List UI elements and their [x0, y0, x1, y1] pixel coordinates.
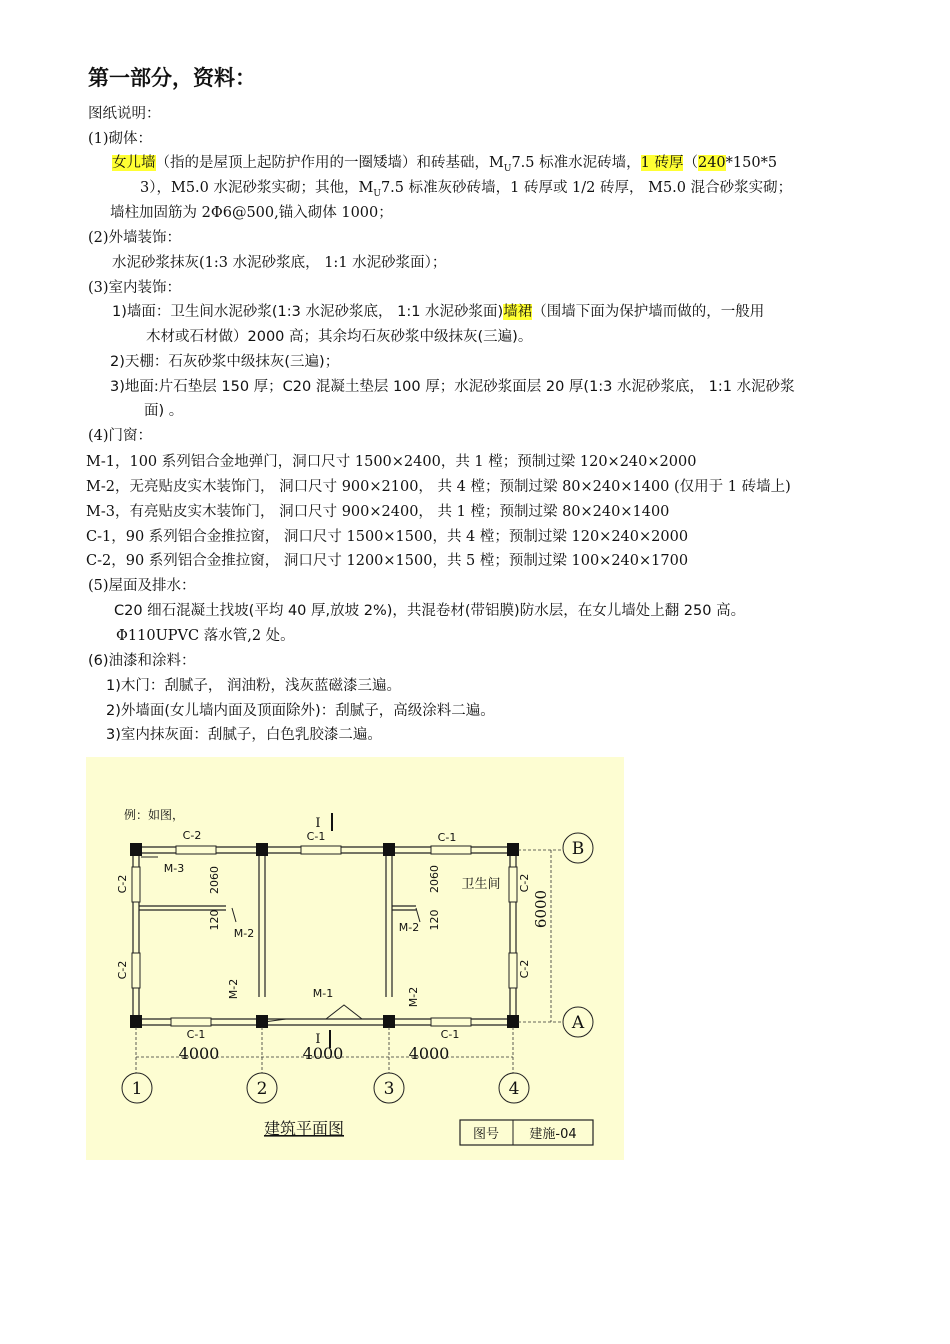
- dim-4000: 4000: [178, 1044, 220, 1063]
- door-window-item: C-1，90 系列铝合金推拉窗， 洞口尺寸 1500×1500，共 4 樘；预制过梁 120×240×2000: [86, 529, 689, 545]
- label-m3: M-3: [163, 862, 185, 875]
- highlight-240: 240: [697, 155, 726, 171]
- section-1-heading: (1)砌体：: [88, 131, 153, 147]
- label-c2: C-2: [116, 874, 129, 894]
- title-block-label: 图号: [472, 1127, 500, 1142]
- section-6-line-2: 2)外墙面(女儿墙内面及顶面除外)：刮腻子，高级涂料二遍。: [106, 703, 495, 719]
- floor-plan-figure: [86, 757, 624, 1160]
- highlight-thickness: 1 砖厚: [640, 155, 684, 171]
- axis-label-1: 1: [131, 1079, 143, 1099]
- door-window-item: C-2，90 系列铝合金推拉窗， 洞口尺寸 1200×1500，共 5 樘；预制过梁 100×240×1700: [86, 553, 689, 569]
- title-block: [460, 1120, 593, 1145]
- label-c2: C-2: [116, 960, 129, 980]
- section-5-line-1: C20 细石混凝土找坡(平均 40 厚,放坡 2%)，共混卷材(带铝膜)防水层，在女儿墙处上翻 250 高。: [114, 603, 746, 619]
- label-c1: C-1: [437, 831, 457, 844]
- section-5-line-2: Φ110UPVC 落水管,2 处。: [116, 628, 295, 644]
- section-1-line-2: 3），M5.0 水泥砂浆实砌；其他，$M_U7.5$ 标准灰砂砖墙，1 砖厚或 1/2 砖厚， M5.0 混合砂浆实砌；: [140, 180, 793, 199]
- door-window-item: M-3，有亮贴皮实木装饰门， 洞口尺寸 900×2400， 共 1 樘；预制过梁 80×240×1400: [86, 504, 670, 520]
- highlight-dado: 墙裙: [503, 304, 533, 320]
- axis-label-2: 2: [256, 1079, 268, 1099]
- figure-caption: 建筑平面图: [263, 1119, 345, 1138]
- dim-6000: 6000: [532, 889, 550, 929]
- section-mark: I: [315, 1032, 321, 1047]
- section-3-heading: (3)室内装饰：: [88, 280, 182, 296]
- section-1-line-1: 女儿墙（指的是屋顶上起防护作用的一圈矮墙）和砖基础，$M_U7.5$ 标准水泥砖墙，1 砖厚（240*150*5: [112, 155, 778, 174]
- section-6-line-3: 3)室内抹灰面：刮腻子，白色乳胶漆二遍。: [106, 727, 382, 743]
- dim-4000: 4000: [302, 1044, 344, 1063]
- page-title: 第一部分，资料：: [88, 66, 256, 90]
- label-c1: C-1: [306, 830, 326, 843]
- dim-2060: 2060: [208, 866, 221, 894]
- section-3-line-2: 木材或石材做）2000 高；其余均石灰砂浆中级抹灰(三遍)。: [146, 329, 533, 345]
- label-m2: M-2: [407, 986, 420, 1008]
- label-c2: C-2: [182, 829, 202, 842]
- section-3-line-4: 3)地面:片石垫层 150 厚；C20 混凝土垫层 100 厚；水泥砂浆面层 20 厚(1:3 水泥砂浆底， 1:1 水泥砂浆: [110, 379, 795, 395]
- label-c2: C-2: [518, 959, 531, 979]
- section-1-line-3: 墙柱加固筋为 2Φ6@500,锚入砌体 1000；: [110, 205, 393, 221]
- columns: [130, 843, 519, 1028]
- section-5-heading: (5)屋面及排水：: [88, 578, 196, 594]
- highlight-parapet: 女儿墙: [112, 155, 156, 171]
- axis-label-b: B: [571, 839, 585, 859]
- axis-label-4: 4: [508, 1079, 520, 1099]
- label-m2: M-2: [398, 921, 420, 934]
- door-window-item: M-1，100 系列铝合金地弹门，洞口尺寸 1500×2400，共 1 樘；预制过梁 120×240×2000: [86, 454, 697, 470]
- title-block-value: 建施-04: [529, 1127, 577, 1142]
- label-m2: M-2: [233, 927, 255, 940]
- dim-2060: 2060: [428, 865, 441, 893]
- label-m1: M-1: [312, 987, 334, 1000]
- section-3-line-1: 1)墙面：卫生间水泥砂浆(1:3 水泥砂浆底， 1:1 水泥砂浆面)墙裙（围墙下面为保护墙而做的，一般用: [112, 304, 765, 320]
- dim-120: 120: [428, 909, 441, 931]
- label-m2: M-2: [227, 978, 240, 1000]
- axis-label-3: 3: [383, 1079, 395, 1099]
- door-window-item: M-2，无亮贴皮实木装饰门， 洞口尺寸 900×2100， 共 4 樘；预制过梁 80×240×1400 (仅用于 1 砖墙上): [86, 479, 791, 495]
- intro-text: 图纸说明：: [88, 106, 161, 122]
- section-2-line-1: 水泥砂浆抹灰(1:3 水泥砂浆底， 1:1 水泥砂浆面）；: [112, 255, 447, 271]
- section-6-line-1: 1)木门：刮腻子， 润油粉，浅灰蓝磁漆三遍。: [106, 678, 401, 694]
- section-2-heading: (2)外墙装饰：: [88, 230, 182, 246]
- label-c2: C-2: [518, 873, 531, 893]
- dim-120: 120: [208, 909, 221, 931]
- section-4-heading: (4)门窗：: [88, 428, 153, 444]
- label-c1: C-1: [186, 1028, 206, 1041]
- floor-plan-drawing: [86, 757, 624, 1160]
- section-3-line-5: 面) 。: [144, 403, 184, 419]
- doors: [139, 853, 420, 1022]
- axis-label-a: A: [571, 1013, 585, 1033]
- room-label: 卫生间: [461, 877, 501, 892]
- label-c1: C-1: [440, 1028, 460, 1041]
- section-mark: I: [315, 816, 321, 831]
- section-3-line-3: 2)天棚：石灰砂浆中级抹灰(三遍)；: [110, 354, 340, 370]
- dim-4000: 4000: [408, 1044, 450, 1063]
- example-label: 例：如图，: [124, 808, 185, 822]
- section-6-heading: (6)油漆和涂料：: [88, 653, 196, 669]
